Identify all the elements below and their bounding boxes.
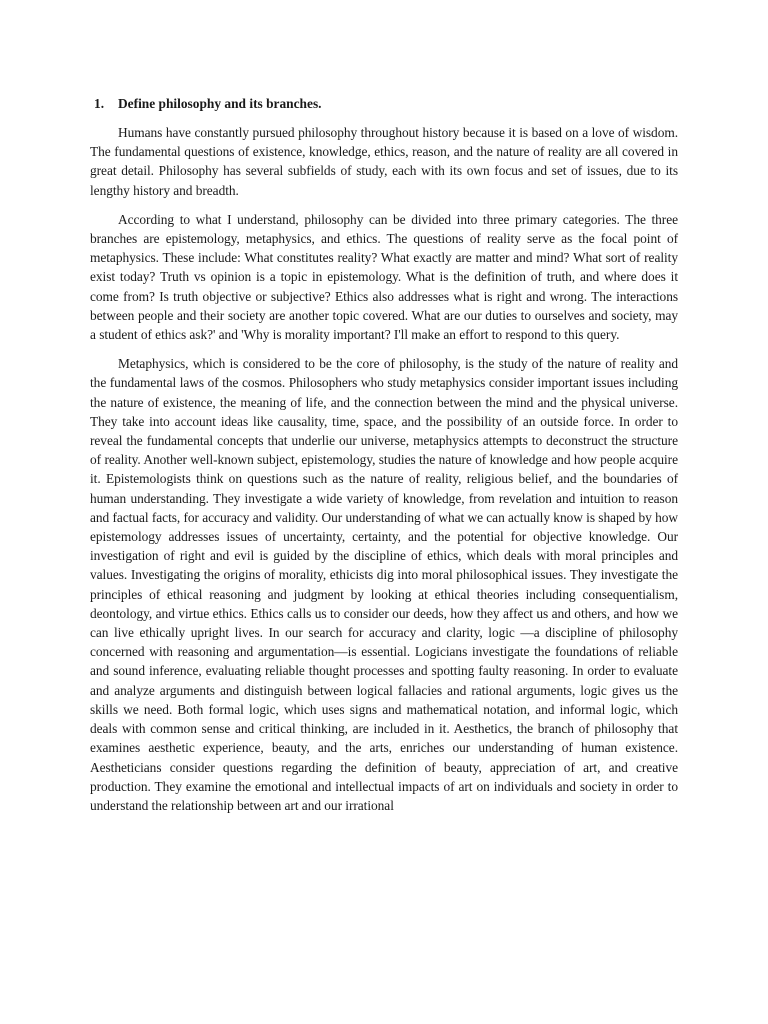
heading-number: 1. — [94, 96, 105, 111]
document-body — [90, 94, 678, 825]
heading-text: Define philosophy and its branches. — [118, 96, 322, 111]
paragraph-metaphysics: Metaphysics, which is considered to be the core of philosophy, is the study of the nature of reality and the fundamental laws of the cosmos. Philosophers who study metaphysics consider important issues including the nature of existence, the meaning of life, and the connection between the mind and the physical universe. They take into account ideas like causality, time, space, and the possibility of an outside force. In order to reveal the fundamental concepts that underlie our universe, metaphysics attempts to deconstruct the structure of reality. Another well-known subject, epistemology, studies the nature of knowledge and how people acquire it. Epistemologists think on questions such as the nature of reality, religious belief, and the boundaries of human understanding. They investigate a wide variety of knowledge, from revelation and intuition to reason and factual facts, for accuracy and validity. Our understanding of what we can actually know is shaped by how epistemology addresses issues of uncertainty, certainty, and the potential for objective knowledge. Our investigation of right and evil is guided by the discipline of ethics, which deals with moral principles and values. Investigating the origins of morality, ethicists dig into moral philosophical issues. They investigate the principles of ethical reasoning and judgment by looking at ethical theories including consequentialism, deontology, and virtue ethics. Ethics calls us to consider our deeds, how they affect us and others, and how we can live ethically upright lives. In our search for accuracy and clarity, logic —a discipline of philosophy concerned with reasoning and argumentation—is essential. Logicians investigate the foundations of reliable and sound inference, evaluating reliable thought processes and spotting faulty reasoning. In order to evaluate and analyze arguments and distinguish between logical fallacies and rational arguments, logic gives us the skills we need. Both formal logic, which uses signs and mathematical notation, and informal logic, which deals with common sense and critical thinking, are included in it. Aesthetics, the branch of philosophy that examines aesthetic experience, beauty, and the arts, enriches our understanding of human existence. Aestheticians consider questions regarding the definition of beauty, appreciation of art, and creative production. They examine the emotional and intellectual impacts of art on individuals and society in order to understand the relationship between art and our irrational — [90, 356, 678, 813]
paragraph-branches: According to what I understand, philosophy can be divided into three primary categories. The three branches are epistemology, metaphysics, and ethics. The questions of reality serve as the focal point of metaphysics. These include: What constitutes reality? What exactly are matter and mind? What sort of reality exist today? Truth vs opinion is a topic in epistemology. What is the definition of truth, and where does it come from? Is truth objective or subjective? Ethics also addresses what is right and wrong. The interactions between people and their society are another topic covered. What are our duties to ourselves and society, may a student of ethics ask?' and 'Why is morality important? I'll make an effort to respond to this query. — [90, 211, 678, 343]
paragraph-intro: Humans have constantly pursued philosophy throughout history because it is based on a love of wisdom. The fundamental questions of existence, knowledge, ethics, reason, and the nature of reality are all covered in great detail. Philosophy has several subfields of study, each with its own focus and set of issues, due to its lengthy history and breadth. — [90, 125, 678, 198]
section-heading — [90, 94, 678, 113]
